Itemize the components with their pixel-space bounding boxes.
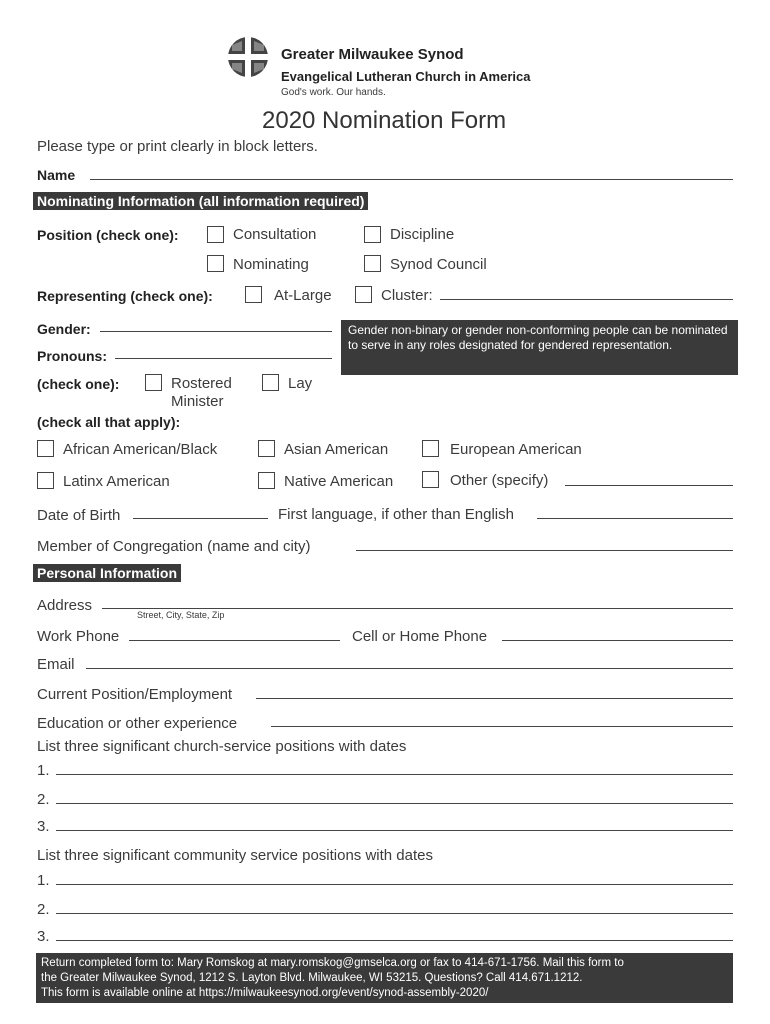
instruction-text: Please type or print clearly in block letters. [37, 138, 318, 155]
option-lay: Lay [288, 375, 313, 392]
cell-phone-field[interactable] [502, 640, 733, 641]
option-nominating: Nominating [233, 256, 309, 273]
church-service-number-3: 3. [37, 818, 50, 835]
representing-label: Representing (check one): [37, 288, 213, 304]
footer-line-3: This form is available online at https://milwaukeesynod.org/event/synod-assembly-2020/ [41, 987, 489, 999]
community-service-label: List three significant community service positions with dates [37, 847, 434, 864]
work-phone-label: Work Phone [37, 628, 120, 645]
gender-label: Gender: [37, 321, 91, 337]
name-label: Name [37, 167, 76, 183]
form-title: 2020 Nomination Form [262, 107, 507, 134]
community-service-field-1[interactable] [56, 884, 733, 885]
option-european-american: European American [450, 441, 582, 458]
community-service-field-2[interactable] [56, 913, 733, 914]
dob-field[interactable] [133, 518, 268, 519]
email-label: Email [37, 656, 75, 673]
checkbox-discipline[interactable] [364, 226, 381, 243]
check-all-label: (check all that apply): [37, 414, 181, 430]
section-personal-info: Personal Information [33, 564, 181, 582]
cluster-field[interactable] [440, 299, 733, 300]
option-minister: Minister [171, 393, 224, 410]
elca-cross-logo-icon [226, 35, 270, 79]
education-label: Education or other experience [37, 715, 238, 732]
org-name: Greater Milwaukee Synod [281, 46, 464, 63]
cell-phone-label: Cell or Home Phone [352, 628, 488, 645]
education-field[interactable] [271, 726, 733, 727]
church-service-number-1: 1. [37, 762, 50, 779]
address-label: Address [37, 597, 93, 614]
address-hint: Street, City, State, Zip [137, 610, 225, 620]
employment-label: Current Position/Employment [37, 686, 233, 703]
checkbox-consultation[interactable] [207, 226, 224, 243]
community-service-number-1: 1. [37, 872, 50, 889]
community-service-field-3[interactable] [56, 940, 733, 941]
gender-note: Gender non-binary or gender non-conforming people can be nominated to serve in any roles designated for gendered representation. [341, 320, 738, 375]
church-service-field-2[interactable] [56, 803, 733, 804]
checkbox-nominating[interactable] [207, 255, 224, 272]
community-service-number-2: 2. [37, 901, 50, 918]
checkbox-rostered-minister[interactable] [145, 374, 162, 391]
work-phone-field[interactable] [129, 640, 340, 641]
option-other: Other (specify) [450, 472, 549, 489]
option-at-large: At-Large [274, 287, 332, 304]
email-field[interactable] [86, 668, 733, 669]
checkbox-cluster[interactable] [355, 286, 372, 303]
community-service-number-3: 3. [37, 928, 50, 945]
checkbox-european-american[interactable] [422, 440, 439, 457]
church-service-number-2: 2. [37, 791, 50, 808]
section-nominating-info: Nominating Information (all information required) [33, 192, 368, 210]
checkbox-at-large[interactable] [245, 286, 262, 303]
church-service-field-1[interactable] [56, 774, 733, 775]
footer-line-1: Return completed form to: Mary Romskog at mary.romskog@gmselca.org or fax to 414-671-1756. Mail this form to [41, 957, 624, 969]
congregation-field[interactable] [356, 550, 733, 551]
option-african-american: African American/Black [63, 441, 218, 458]
checkbox-native-american[interactable] [258, 472, 275, 489]
address-field[interactable] [102, 608, 733, 609]
name-field[interactable] [90, 179, 733, 180]
pronouns-field[interactable] [115, 358, 332, 359]
position-label: Position (check one): [37, 227, 179, 243]
option-rostered: Rostered [171, 375, 232, 392]
synod-logo [226, 35, 270, 79]
tagline: God's work. Our hands. [281, 87, 386, 98]
checkbox-other[interactable] [422, 471, 439, 488]
church-service-field-3[interactable] [56, 830, 733, 831]
congregation-label: Member of Congregation (name and city) [37, 538, 311, 555]
option-synod-council: Synod Council [390, 256, 487, 273]
footer-line-2: the Greater Milwaukee Synod, 1212 S. Layton Blvd. Milwaukee, WI 53215. Questions? Call 414.671.1212. [41, 972, 583, 984]
church-service-label: List three significant church-service positions with dates [37, 738, 407, 755]
church-name: Evangelical Lutheran Church in America [281, 69, 531, 84]
other-specify-field[interactable] [565, 485, 733, 486]
language-field[interactable] [537, 518, 733, 519]
checkbox-latinx-american[interactable] [37, 472, 54, 489]
option-asian-american: Asian American [284, 441, 389, 458]
option-cluster: Cluster: [381, 287, 433, 304]
gender-field[interactable] [100, 331, 332, 332]
option-native-american: Native American [284, 473, 394, 490]
employment-field[interactable] [256, 698, 733, 699]
pronouns-label: Pronouns: [37, 348, 107, 364]
checkbox-lay[interactable] [262, 374, 279, 391]
footer-box [36, 953, 733, 1003]
option-latinx-american: Latinx American [63, 473, 170, 490]
checkbox-african-american[interactable] [37, 440, 54, 457]
option-consultation: Consultation [233, 226, 317, 243]
checkbox-asian-american[interactable] [258, 440, 275, 457]
language-label: First language, if other than English [278, 506, 514, 523]
check-one-label: (check one): [37, 376, 120, 392]
dob-label: Date of Birth [37, 507, 121, 524]
checkbox-synod-council[interactable] [364, 255, 381, 272]
option-discipline: Discipline [390, 226, 455, 243]
